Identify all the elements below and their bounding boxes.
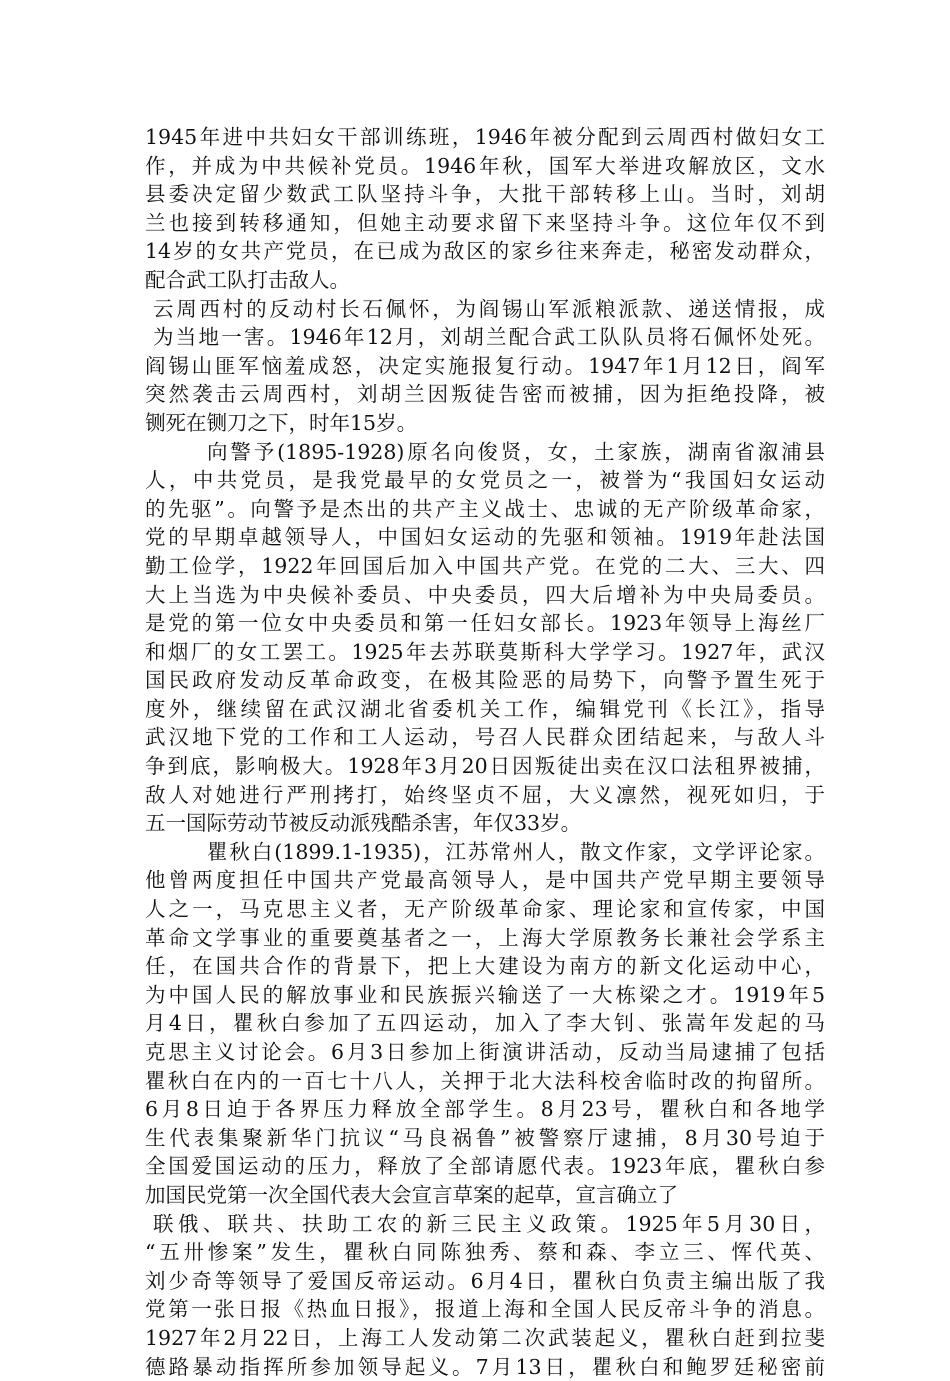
text-line: 作，并成为中共候补党员。1946年秋，国军大举进攻解放区，文水 (145, 153, 825, 178)
text-line: 任，在国共合作的背景下，把上大建设为南方的新文化运动中心， (145, 954, 825, 979)
text-line: 1927年2月22日，上海工人发动第二次武装起义，瞿秋白赶到拉斐 (145, 1325, 825, 1350)
text-line: 6月8日迫于各界压力释放全部学生。8月23号，瞿秋白和各地学 (145, 1097, 825, 1122)
text-line: 人之一，马克思主义者，无产阶级革命家、理论家和宣传家，中国 (145, 897, 825, 922)
text-line: 大上当选为中央候补委员、中央委员，四大后增补为中央局委员。 (145, 582, 825, 607)
text-line: 瞿秋白在内的一百七十八人，关押于北大法科校舍临时改的拘留所。 (145, 1068, 825, 1093)
text-line: 人，中共党员，是我党最早的女党员之一，被誉为“我国妇女运动 (145, 468, 825, 493)
text-line: 突然袭击云周西村，刘胡兰因叛徒告密而被捕，因为拒绝投降，被 (145, 382, 825, 407)
text-line: 革命文学事业的重要奠基者之一，上海大学原教务长兼社会学系主 (145, 925, 825, 950)
text-line: 度外，继续留在武汉湖北省委机关工作，编辑党刊《长江》，指导 (145, 696, 825, 721)
text-line: 配合武工队打击敌人。 (145, 267, 350, 292)
text-line: 争到底，影响极大。1928年3月20日因叛徒出卖在汉口法租界被捕， (145, 754, 825, 779)
text-line: 向警予(1895-1928)原名向俊贤，女，土家族，湖南省溆浦县 (207, 439, 825, 464)
text-line: 县委决定留少数武工队坚持斗争，大批干部转移上山。当时，刘胡 (145, 182, 825, 207)
text-line: 月4日，瞿秋白参加了五四运动，加入了李大钊、张嵩年发起的马 (145, 1011, 825, 1036)
text-line: 和烟厂的女工罢工。1925年去苏联莫斯科大学学习。1927年，武汉 (145, 639, 825, 664)
text-line: 的先驱”。向警予是杰出的共产主义战士、忠诚的无产阶级革命家， (145, 496, 825, 521)
text-line: 14岁的女共产党员，在已成为敌区的家乡往来奔走，秘密发动群众， (145, 239, 825, 264)
text-line: 国民政府发动反革命政变，在极其险恶的局势下，向警予置生死于 (145, 668, 825, 693)
body-text (145, 123, 825, 1381)
text-line: 1945年进中共妇女干部训练班，1946年被分配到云周西村做妇女工 (145, 125, 825, 149)
text-line: 铡死在铡刀之下，时年15岁。 (145, 410, 418, 435)
text-line: 加国民党第一次全国代表大会宣言草案的起草，宣言确立了 (145, 1182, 678, 1207)
text-line: 勤工俭学，1922年回国后加入中国共产党。在党的二大、三大、四 (145, 553, 825, 578)
text-line: 生代表集聚新华门抗议“马良祸鲁”被警察厅逮捕，8月30号迫于 (145, 1125, 825, 1150)
text-line: 党第一张日报《热血日报》，报道上海和全国人民反帝斗争的消息。 (145, 1297, 825, 1322)
text-line: 瞿秋白(1899.1-1935)，江苏常州人，散文作家，文学评论家。 (207, 839, 825, 864)
text-line: 是党的第一位女中央委员和第一任妇女部长。1923年领导上海丝厂 (145, 611, 825, 636)
text-line: 德路暴动指挥所参加领导起义。7月13日，瞿秋白和鲍罗廷秘密前 (145, 1354, 825, 1379)
text-line: 云周西村的反动村长石佩怀，为阎锡山军派粮派款、递送情报，成 (153, 296, 825, 321)
text-line: “五卅惨案”发生，瞿秋白同陈独秀、蔡和森、李立三、恽代英、 (145, 1240, 825, 1265)
text-line: 敌人对她进行严刑拷打，始终坚贞不屈，大义凛然，视死如归，于 (145, 782, 825, 807)
text-line: 联俄、联共、扶助工农的新三民主义政策。1925年5月30日， (153, 1211, 825, 1236)
text-line: 党的早期卓越领导人，中国妇女运动的先驱和领袖。1919年赴法国 (145, 525, 825, 550)
text-line: 全国爱国运动的压力，释放了全部请愿代表。1923年底，瞿秋白参 (145, 1154, 825, 1179)
text-line: 刘少奇等领导了爱国反帝运动。6月4日，瞿秋白负责主编出版了我 (145, 1268, 825, 1293)
text-line: 阎锡山匪军恼羞成怒，决定实施报复行动。1947年1月12日，阎军 (145, 353, 825, 378)
text-line: 他曾两度担任中国共产党最高领导人，是中国共产党早期主要领导 (145, 868, 825, 893)
text-line: 兰也接到转移通知，但她主动要求留下来坚持斗争。这位年仅不到 (145, 210, 825, 235)
text-line: 克思主义讨论会。6月3日参加上街演讲活动，反动当局逮捕了包括 (145, 1040, 825, 1064)
text-line: 武汉地下党的工作和工人运动，号召人民群众团结起来，与敌人斗 (145, 725, 825, 750)
text-line: 为当地一害。1946年12月，刘胡兰配合武工队队员将石佩怀处死。 (153, 325, 825, 350)
text-line: 为中国人民的解放事业和民族振兴输送了一大栋梁之才。1919年5 (145, 982, 825, 1007)
text-line: 五一国际劳动节被反动派残酷杀害，年仅33岁。 (145, 811, 582, 836)
